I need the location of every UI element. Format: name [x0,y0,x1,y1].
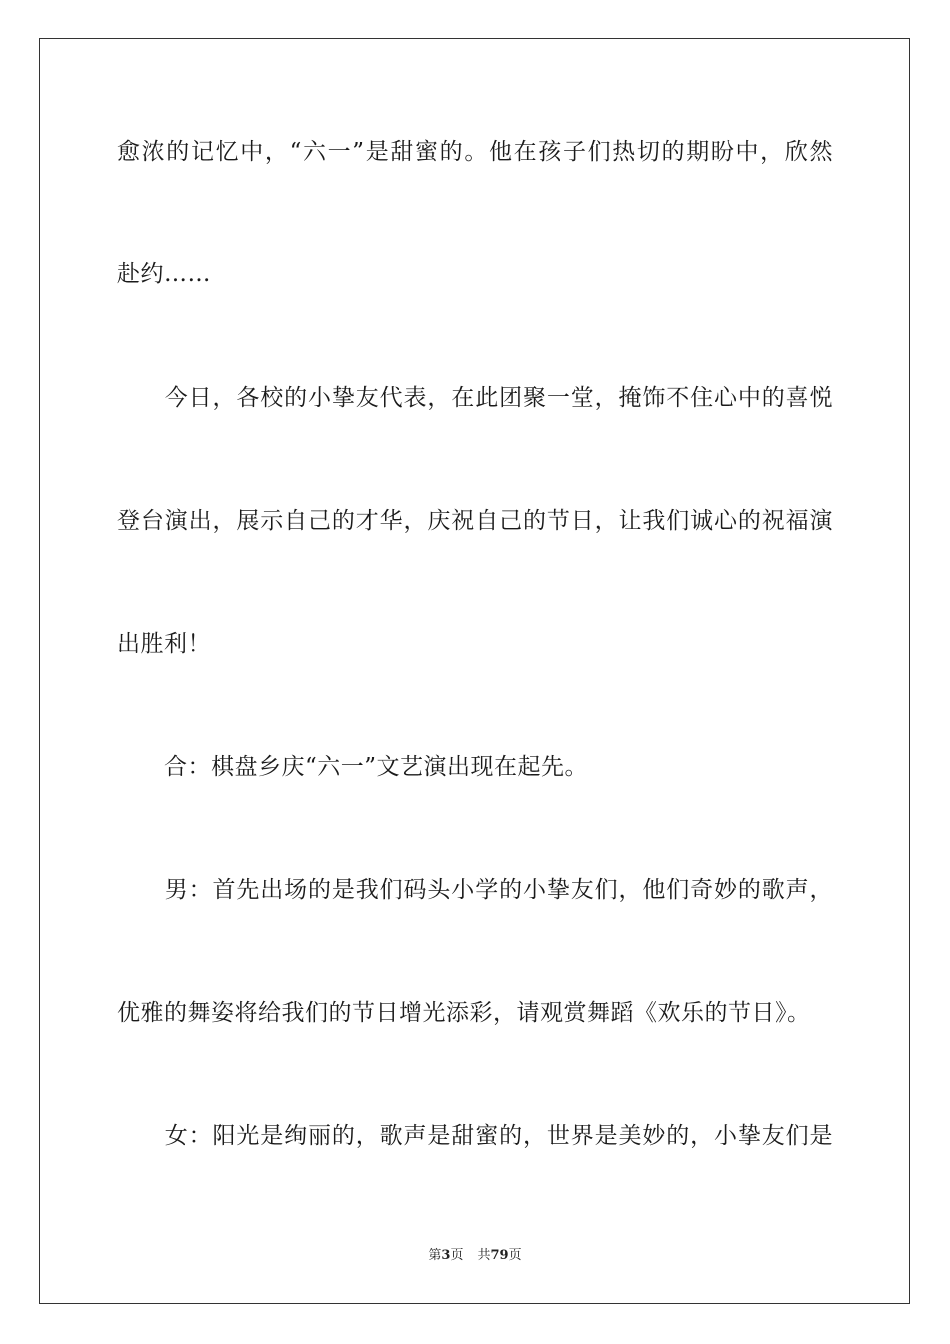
body-text-line: 优雅的舞姿将给我们的节日增光添彩，请观赏舞蹈《欢乐的节日》。 [117,1000,811,1026]
body-text-line: 赴约…… [117,261,211,287]
page-suffix: 页 [450,1248,464,1263]
total-pages: 79 [490,1248,509,1263]
total-suffix: 页 [508,1248,522,1263]
body-text-line: 女：阳光是绚丽的，歌声是甜蜜的，世界是美妙的，小挚友们是 [117,1123,833,1149]
page-footer [0,1247,950,1265]
body-text-line: 登台演出，展示自己的才华，庆祝自己的节日，让我们诚心的祝福演 [117,508,833,534]
body-text-line: 出胜利！ [117,631,211,657]
page-number: 3 [441,1248,451,1263]
body-text-line: 合：棋盘乡庆“六一”文艺演出现在起先。 [117,754,589,780]
total-prefix: 共 [477,1248,491,1263]
page-prefix: 第 [428,1248,442,1263]
body-text-line: 今日，各校的小挚友代表，在此团聚一堂，掩饰不住心中的喜悦 [117,385,833,411]
body-text-line: 男：首先出场的是我们码头小学的小挚友们，他们奇妙的歌声， [117,877,833,903]
body-text-line: 愈浓的记忆中，“六一”是甜蜜的。他在孩子们热切的期盼中，欣然 [117,139,833,165]
page-border [39,38,910,1304]
